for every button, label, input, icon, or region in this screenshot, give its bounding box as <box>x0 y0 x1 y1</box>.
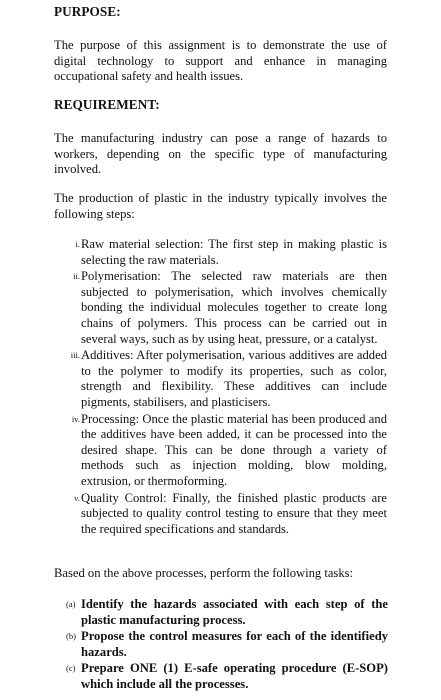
step-item <box>54 412 387 490</box>
step-number: v. <box>74 492 80 503</box>
step-item <box>54 491 387 538</box>
task-text: Propose the control measures for each of the identifiedy hazards. <box>81 629 388 659</box>
task-label: (c) <box>66 663 76 674</box>
task-label: (a) <box>66 599 76 609</box>
steps-list <box>54 237 387 538</box>
task-label: (b) <box>66 631 76 642</box>
step-number: ii. <box>73 271 80 282</box>
step-number: iii. <box>70 350 80 361</box>
task-item <box>68 629 388 660</box>
step-item <box>54 237 387 268</box>
step-text: Polymerisation: The selected raw materials are then subjected to polymerisation, which involves chemically bonding the individual molecules together to create long chains of polymers. This process can be carried out in several ways, such as by using heat, pressure, or a catalyst. <box>81 269 387 346</box>
tasks-list <box>68 597 388 694</box>
step-text: Quality Control: Finally, the finished plastic products are subjected to quality control testing to ensure that they meet the required specifications and standards. <box>81 490 387 536</box>
step-item <box>54 348 387 410</box>
requirement-intro: The manufacturing industry can pose a range of hazards to workers, depending on the specific type of manufacturing involved. <box>54 131 387 177</box>
step-number: iv. <box>71 413 80 424</box>
requirement-heading: REQUIREMENT: <box>54 97 160 112</box>
task-text: Identify the hazards associated with each step of the plastic manufacturing process. <box>81 597 388 627</box>
step-text: Processing: Once the plastic material has been produced and the additives have been added, it can be processed into the desired shape. This can be done through a variety of methods such as injection molding, blow molding, extrusion, or thermoforming. <box>81 411 387 488</box>
steps-intro: The production of plastic in the industry typically involves the following steps: <box>54 191 387 221</box>
step-item <box>54 269 387 347</box>
step-number: i. <box>75 239 80 249</box>
step-text: Raw material selection: The first step in making plastic is selecting the raw materials. <box>81 237 387 267</box>
purpose-text: The purpose of this assignment is to demonstrate the use of digital technology to support and enhance in managing occupational safety and health issues. <box>54 38 387 84</box>
step-text: Additives: After polymerisation, various additives are added to the polymer to modify its properties, such as color, strength and flexibility. These additives can include pigments, stabilisers, and plasticisers. <box>81 348 387 409</box>
task-text: Prepare ONE (1) E-safe operating procedure (E-SOP) which include all the processes. <box>81 661 388 691</box>
task-item <box>68 661 388 692</box>
purpose-heading: PURPOSE: <box>54 4 121 19</box>
tasks-intro: Based on the above processes, perform the following tasks: <box>54 566 354 580</box>
task-item <box>68 597 388 628</box>
